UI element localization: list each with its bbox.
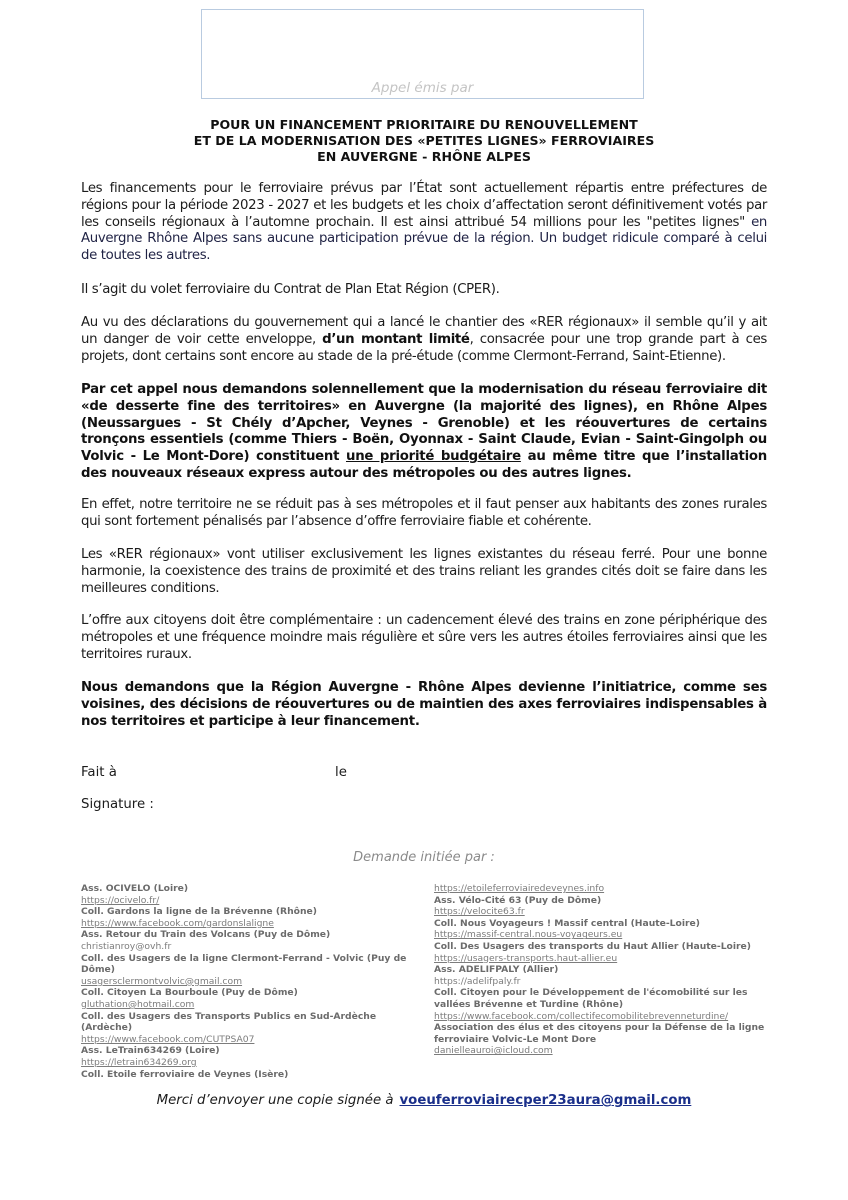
org-link[interactable]: https://velocite63.fr xyxy=(434,906,525,918)
org-link[interactable]: https://usagers-transports.haut-allier.eu xyxy=(434,952,618,964)
org-entry xyxy=(81,1011,411,1046)
org-entry xyxy=(81,883,411,906)
paragraph-rer-danger-a: Au vu des déclarations du gouvernement qui a lancé le chantier des «RER régionaux» il semble qu’il y ait un danger de voir cette enveloppe, xyxy=(81,315,767,347)
title-line-3: EN AUVERGNE - RHÔNE ALPES xyxy=(317,149,531,164)
paragraph-offer-text: L’offre aux citoyens doit être complémentaire : un cadencement élevé des trains en zone périphérique des métropoles et une fréquence moindre mais régulière et sûre vers les autres étoiles ferroviaires ainsi que les territoires ruraux. xyxy=(81,613,767,662)
org-link[interactable]: usagersclermontvolvic@gmail.com xyxy=(81,975,243,987)
org-name: Coll. des Usagers de la ligne Clermont-Ferrand - Volvic (Puy de Dôme) xyxy=(81,952,407,976)
paragraph-funding xyxy=(81,181,767,265)
org-entry xyxy=(434,987,769,1022)
org-link[interactable]: https://www.facebook.com/gardonslaligne xyxy=(81,917,274,929)
place-label: Fait à xyxy=(81,765,117,780)
org-name: Ass. OCIVELO (Loire) xyxy=(81,883,189,894)
org-name: Ass. Vélo-Cité 63 (Puy de Dôme) xyxy=(434,894,602,906)
org-link[interactable]: https://ocivelo.fr/ xyxy=(81,894,160,906)
org-link[interactable]: https://www.facebook.com/collectifecomobilitebrevenneturdine/ xyxy=(434,1010,729,1022)
organizations-left-column xyxy=(81,883,411,1080)
org-name: Association des élus et des citoyens pour la Défense de la ligne ferroviaire Volvic-Le Mont Dore xyxy=(434,1022,765,1045)
org-link[interactable]: https://www.facebook.com/CUTPSA07 xyxy=(81,1033,255,1045)
initiated-by-text: Demande initiée par : xyxy=(353,850,495,865)
footer-lead-text: Merci d’envoyer une copie signée à xyxy=(156,1093,394,1108)
title-line-1: POUR UN FINANCEMENT PRIORITAIRE DU RENOUVELLEMENT xyxy=(210,117,638,132)
org-entry xyxy=(434,1022,769,1057)
org-name: Coll. Gardons la ligne de la Brévenne (Rhône) xyxy=(81,906,317,918)
org-name: Ass. LeTrain634269 (Loire) xyxy=(81,1045,220,1057)
org-entry xyxy=(434,964,769,987)
paragraph-rer-danger xyxy=(81,315,767,365)
org-contact: https://adelifpaly.fr xyxy=(434,975,521,987)
signature-label: Signature : xyxy=(81,797,154,812)
org-contact: christianroy@ovh.fr xyxy=(81,940,172,952)
paragraph-funding-part1: Les financements pour le ferroviaire prévus par l’État sont actuellement répartis entre préfectures de régions pour la période 2023 - 2027 et les budgets et les choix d’affectation seront définitivement votés par les conseils régionaux à l’automne prochain. Il est ainsi attribué 54 millions pour les "petites lignes" xyxy=(81,181,767,230)
org-link[interactable]: https://letrain634269.org xyxy=(81,1056,197,1068)
org-entry xyxy=(81,987,411,1010)
paragraph-rer-lines xyxy=(81,547,767,597)
org-link[interactable]: gluthation@hotmail.com xyxy=(81,998,195,1010)
paragraph-rural-text: En effet, notre territoire ne se réduit pas à ses métropoles et il faut penser aux habitants des zones rurales qui sont fortement pénalisés par l’absence d’offre ferroviaire fiable et cohérente. xyxy=(81,497,767,529)
org-entry xyxy=(81,929,411,952)
org-entry xyxy=(81,906,411,929)
org-entry xyxy=(81,1045,411,1068)
org-name: Coll. Des Usagers des transports du Haut Allier (Haute-Loire) xyxy=(434,940,751,952)
paragraph-demand xyxy=(81,382,767,483)
paragraph-demand-b: au même titre que l’installation des nouveaux réseaux express autour des métropoles ou des autres lignes. xyxy=(81,449,767,481)
title-line-2: ET DE LA MODERNISATION DES «PETITES LIGNES» FERROVIAIRES xyxy=(193,133,655,148)
org-name: Ass. Retour du Train des Volcans (Puy de Dôme) xyxy=(81,929,331,941)
footer-email-link[interactable]: voeuferroviairecper23aura@gmail.com xyxy=(399,1093,692,1108)
emitter-logo-box xyxy=(201,9,644,99)
footer xyxy=(0,1093,848,1108)
paragraph-offer xyxy=(81,613,767,663)
org-entry xyxy=(81,953,411,988)
org-name: Ass. ADELIFPALY (Allier) xyxy=(434,964,559,976)
initiated-by-label xyxy=(0,850,848,865)
org-entry xyxy=(434,941,769,964)
paragraph-rer-lines-text: Les «RER régionaux» vont utiliser exclusivement les lignes existantes du réseau ferré. Pour une bonne harmonie, la coexistence des trains de proximité et des trains reliant les grandes cités doit se faire dans les meilleures conditions. xyxy=(81,547,767,596)
paragraph-cper xyxy=(81,282,767,299)
paragraph-rer-danger-b: , consacrée pour une trop grande part à ces projets, dont certains sont encore au stade de la pré-étude (comme Clermont-Ferrand, Saint-Etienne). xyxy=(81,331,768,364)
org-link[interactable]: danielleauroi@icloud.com xyxy=(434,1045,553,1057)
org-link[interactable]: https://massif-central.nous-voyageurs.eu xyxy=(434,929,623,941)
paragraph-region-demand xyxy=(81,680,767,730)
paragraph-funding-part2: en Auvergne Rhône Alpes sans aucune participation prévue de la région. Un budget ridicule comparé à celui de toutes les autres. xyxy=(81,214,767,264)
paragraph-rer-danger-bold: d’un montant limité xyxy=(322,331,470,347)
organizations-right-column xyxy=(434,883,769,1057)
org-name: Coll. des Usagers des Transports Publics en Sud-Ardèche (Ardèche) xyxy=(81,1010,377,1034)
org-entry xyxy=(81,1069,411,1081)
org-entry xyxy=(434,895,769,918)
paragraph-cper-text: Il s’agit du volet ferroviaire du Contrat de Plan Etat Région (CPER). xyxy=(81,282,500,297)
document-title xyxy=(80,117,768,165)
org-name: Coll. Citoyen pour le Développement de l'écomobilité sur les vallées Brévenne et Turdine (Rhône) xyxy=(434,987,748,1010)
org-link[interactable]: https://etoileferroviairedeveynes.info xyxy=(434,883,605,894)
paragraph-rural xyxy=(81,497,767,531)
org-name: Coll. Nous Voyageurs ! Massif central (Haute-Loire) xyxy=(434,917,700,929)
date-label: le xyxy=(335,765,347,780)
paragraph-region-demand-text: Nous demandons que la Région Auvergne - Rhône Alpes devienne l’initiatrice, comme ses voisines, des décisions de réouvertures ou de maintien des axes ferroviaires indispensables à nos territoires et participe à leur financement. xyxy=(81,680,767,729)
org-entry xyxy=(434,918,769,941)
org-name: Coll. Etoile ferroviaire de Veynes (Isère) xyxy=(81,1068,289,1080)
paragraph-demand-a: Par cet appel nous demandons solennellement que la modernisation du réseau ferroviaire dit «de desserte fine des territoires» en Auvergne (la majorité des lignes), en Rhône Alpes (Neussargues - St Chély d’Apcher, Veynes - Grenoble) et les réouvertures de certains tronçons essentiels (comme Thiers - Boën, Oyonnax - Saint Claude, Evian - Saint-Gingolph ou Volvic - Le Mont-Dore) constituent xyxy=(81,382,767,465)
paragraph-demand-underline: une priorité budgétaire xyxy=(345,449,521,465)
org-entry xyxy=(434,883,769,895)
emitter-label: Appel émis par xyxy=(371,80,474,96)
org-name: Coll. Citoyen La Bourboule (Puy de Dôme) xyxy=(81,987,298,999)
